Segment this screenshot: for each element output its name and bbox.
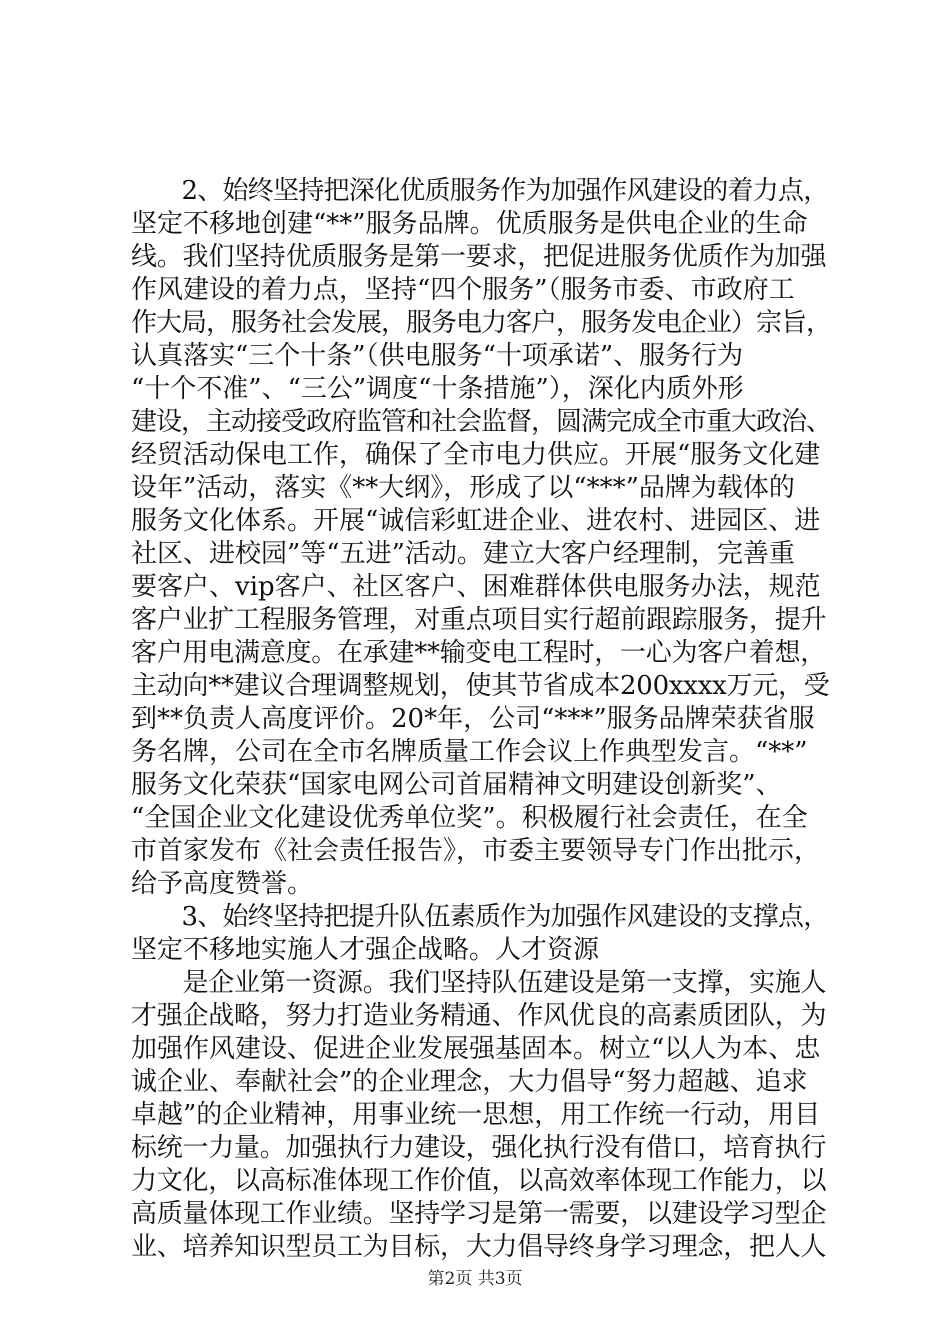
text-line: 作风建设的着力点，坚持“四个服务”（服务市委、市政府工 [131, 275, 795, 305]
text-line: “全国企业文化建设优秀单位奖”。积极履行社会责任，在全 [131, 803, 808, 833]
text-line: “十个不准”、“三公”调度“十条措施”），深化内质外形 [131, 374, 744, 404]
text-line: 标统一力量。加强执行力建设，强化执行没有借口，培育执行 [131, 1133, 827, 1163]
text-line: 2、始终坚持把深化优质服务作为加强作风建设的着力点， [131, 176, 829, 206]
text-line: 建设，主动接受政府监管和社会监督，圆满完成全市重大政治、 [131, 407, 832, 437]
text-line: 坚定不移地实施人才强企战略。人才资源 [131, 935, 600, 965]
text-line: 市首家发布《社会责任报告》，市委主要领导专门作出批示， [131, 836, 821, 866]
text-line: 服务文化体系。开展“诚信彩虹进企业、进农村、进园区、进 [131, 506, 821, 536]
text-line: 务名牌，公司在全市名牌质量工作会议上作典型发言。“**” [131, 737, 808, 767]
text-line: 到**负责人高度评价。20*年，公司“***”服务品牌荣获省服 [131, 704, 815, 734]
text-line: 认真落实“三个十条”（供电服务“十项承诺”、服务行为 [131, 341, 744, 371]
text-line: 社区、进校园”等“五进”活动。建立大客户经理制，完善重 [131, 539, 795, 569]
text-line: 是企业第一资源。我们坚持队伍建设是第一支撑，实施人 [131, 968, 827, 998]
text-line: 要客户、vip客户、社区客户、困难群体供电服务办法，规范 [131, 572, 821, 602]
text-line: 设年”活动，落实《**大纲》，形成了以“***”品牌为载体的 [131, 473, 795, 503]
text-line: 给予高度赞誉。 [131, 869, 314, 899]
page-number-footer: 第2页 共3页 [427, 1269, 523, 1289]
text-line: 卓越”的企业精神，用事业统一思想，用工作统一行动，用目 [131, 1100, 821, 1130]
text-line: 经贸活动保电工作，确保了全市电力供应。开展“服务文化建 [131, 440, 821, 470]
text-line: 力文化，以高标准体现工作价值，以高效率体现工作能力，以 [131, 1166, 827, 1196]
text-line: 高质量体现工作业绩。坚持学习是第一需要，以建设学习型企 [131, 1199, 827, 1229]
text-line: 3、始终坚持把提升队伍素质作为加强作风建设的支撑点， [131, 902, 829, 932]
text-line: 线。我们坚持优质服务是第一要求，把促进服务优质作为加强 [131, 242, 827, 272]
text-line: 客户用电满意度。在承建**输变电工程时，一心为客户着想， [131, 638, 827, 668]
text-line: 业、培养知识型员工为目标，大力倡导终身学习理念，把人人 [131, 1232, 827, 1262]
text-line: 加强作风建设、促进企业发展强基固本。树立“以人为本、忠 [131, 1034, 821, 1064]
text-line: 作大局，服务社会发展，服务电力客户，服务发电企业）宗旨， [131, 308, 832, 338]
text-line: 诚企业、奉献社会”的企业理念，大力倡导“努力超越、追求 [131, 1067, 808, 1097]
text-line: 才强企战略，努力打造业务精通、作风优良的高素质团队，为 [131, 1001, 827, 1031]
text-line: 服务文化荣获“国家电网公司首届精神文明建设创新奖”、 [131, 770, 782, 800]
text-line: 坚定不移地创建“**”服务品牌。优质服务是供电企业的生命 [131, 209, 808, 239]
text-line: 客户业扩工程服务管理，对重点项目实行超前跟踪服务，提升 [131, 605, 827, 635]
text-line: 主动向**建议合理调整规划，使其节省成本200xxxx万元，受 [131, 671, 830, 701]
